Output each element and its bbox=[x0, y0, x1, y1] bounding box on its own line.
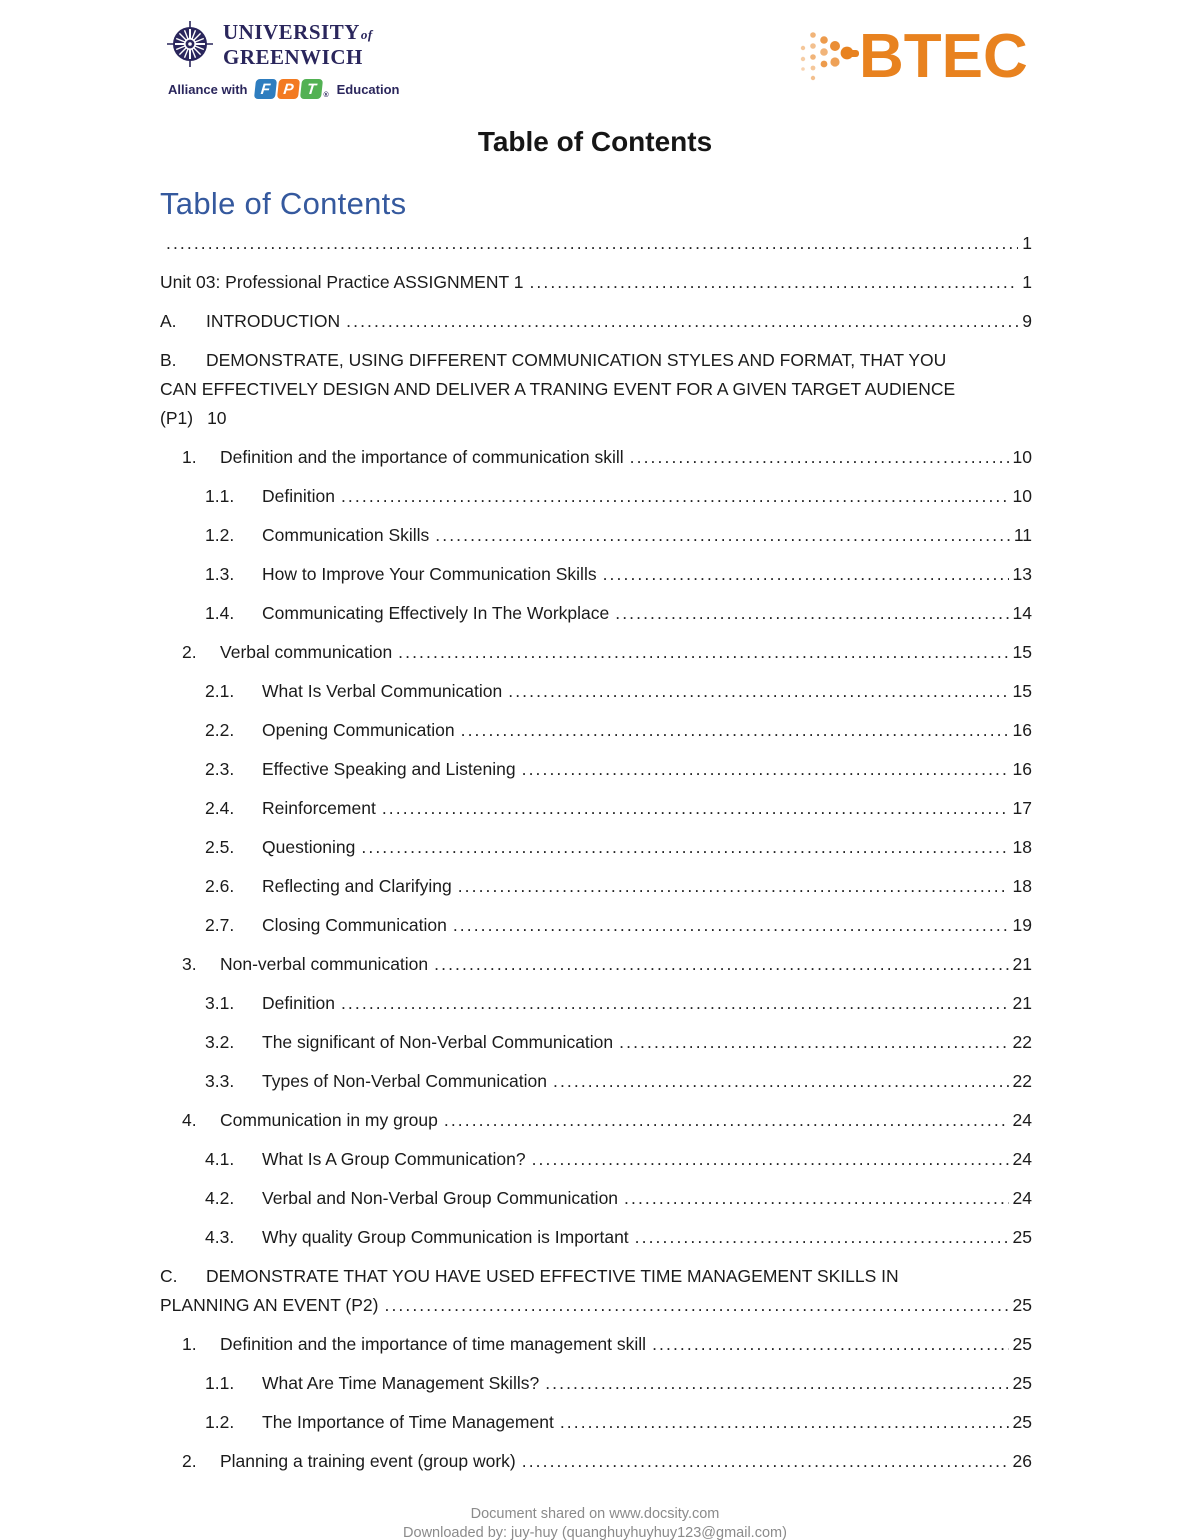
toc-entry bbox=[160, 560, 1032, 589]
toc-entry-number: 2.7. bbox=[205, 915, 235, 935]
toc-page-number: 21 bbox=[1012, 993, 1032, 1013]
toc-entry-number: C. bbox=[160, 1266, 178, 1286]
dot-leader bbox=[529, 268, 1018, 297]
registered-trademark-symbol: ® bbox=[323, 92, 329, 99]
toc-page-number: 1 bbox=[1022, 233, 1032, 253]
toc-entry-title: What Is A Group Communication? bbox=[262, 1149, 526, 1169]
toc-entry-title: DEMONSTRATE, USING DIFFERENT COMMUNICATION STYLES AND FORMAT, THAT YOU bbox=[206, 350, 947, 370]
dot-leader bbox=[453, 911, 1009, 940]
fpt-logo bbox=[255, 79, 328, 99]
dot-leader bbox=[522, 755, 1009, 784]
toc-page-number: 24 bbox=[1012, 1110, 1032, 1130]
toc-page-number: 18 bbox=[1012, 837, 1032, 857]
toc-entry-title: PLANNING AN EVENT (P2) bbox=[160, 1295, 379, 1315]
toc-entry bbox=[160, 1223, 1032, 1252]
footer-shared-line: Document shared on www.docsity.com bbox=[470, 1506, 720, 1522]
toc-entry-row bbox=[205, 755, 1032, 784]
toc-entry-row bbox=[205, 1145, 1032, 1174]
dot-leader bbox=[361, 833, 1008, 862]
toc-page-number: 22 bbox=[1012, 1032, 1032, 1052]
toc-entry-row bbox=[205, 1223, 1032, 1252]
toc-page-number: 14 bbox=[1012, 603, 1032, 623]
of-word: of bbox=[360, 26, 373, 42]
toc-page-number: 13 bbox=[1012, 564, 1032, 584]
toc-entry bbox=[160, 521, 1032, 550]
toc-entry-title: Planning a training event (group work) bbox=[220, 1451, 516, 1471]
toc-entry bbox=[160, 833, 1032, 862]
toc-entry bbox=[160, 229, 1032, 258]
toc-entry-title: DEMONSTRATE THAT YOU HAVE USED EFFECTIVE TIME MANAGEMENT SKILLS IN bbox=[206, 1266, 899, 1286]
toc-entry-row bbox=[205, 794, 1032, 823]
toc-page-number: 10 bbox=[1012, 447, 1032, 467]
toc-entry-title: How to Improve Your Communication Skills bbox=[262, 564, 597, 584]
toc-entry-row bbox=[160, 404, 1032, 433]
toc-page-number: 24 bbox=[1012, 1149, 1032, 1169]
toc-entry-row bbox=[205, 560, 1032, 589]
dot-leader bbox=[508, 677, 1008, 706]
toc-page-number: 15 bbox=[1012, 681, 1032, 701]
toc-page-number: 21 bbox=[1012, 954, 1032, 974]
toc-entry-number: 2.6. bbox=[205, 876, 235, 896]
toc-entry-title: Effective Speaking and Listening bbox=[262, 759, 516, 779]
toc-entry bbox=[160, 677, 1032, 706]
toc-entry-row bbox=[160, 268, 1032, 297]
toc-entry-row bbox=[205, 911, 1032, 940]
toc-entry-title: Unit 03: Professional Practice ASSIGNMENT 1 bbox=[160, 272, 524, 292]
dot-leader bbox=[458, 872, 1009, 901]
alliance-suffix: Education bbox=[336, 81, 400, 97]
toc-entry-number: 4.1. bbox=[205, 1149, 235, 1169]
toc-entry-number: 1.2. bbox=[205, 525, 235, 545]
university-of-greenwich-logo bbox=[166, 20, 399, 99]
toc-entry bbox=[160, 443, 1032, 472]
toc-entry bbox=[160, 1369, 1032, 1398]
toc-page-number: 25 bbox=[1012, 1334, 1032, 1354]
toc-entry-number: 3.2. bbox=[205, 1032, 235, 1052]
toc-page-number: 26 bbox=[1012, 1451, 1032, 1471]
toc-entry bbox=[160, 307, 1032, 336]
dot-leader bbox=[619, 1028, 1008, 1057]
toc-entry bbox=[160, 1106, 1032, 1135]
toc-page-number: 16 bbox=[1012, 720, 1032, 740]
toc-entry-row bbox=[160, 1291, 1032, 1320]
toc-entry bbox=[160, 1067, 1032, 1096]
toc-entry-row bbox=[182, 950, 1032, 979]
university-word: UNIVERSITY bbox=[223, 19, 360, 44]
toc-entry bbox=[160, 755, 1032, 784]
toc-entry bbox=[160, 1145, 1032, 1174]
toc-entry-title: Communication Skills bbox=[262, 525, 430, 545]
toc-entry-row bbox=[205, 1184, 1032, 1213]
toc-entry bbox=[160, 1408, 1032, 1437]
toc-page-number: 25 bbox=[1012, 1412, 1032, 1432]
dot-leader bbox=[435, 521, 1010, 550]
fpt-letter-f: F bbox=[254, 79, 277, 99]
btec-dots-icon bbox=[797, 22, 861, 92]
toc-entry-row bbox=[182, 1447, 1032, 1476]
btec-wordmark: BTEC bbox=[859, 22, 1028, 91]
toc-entry-wrap-line bbox=[160, 375, 1032, 404]
dot-leader bbox=[444, 1106, 1009, 1135]
toc-entry-number: 2.3. bbox=[205, 759, 235, 779]
toc-entry-number: 3. bbox=[182, 954, 197, 974]
dot-leader bbox=[545, 1369, 1008, 1398]
dot-leader bbox=[630, 443, 1009, 472]
toc-entry-row bbox=[182, 1106, 1032, 1135]
btec-logo bbox=[797, 22, 1028, 92]
dot-leader bbox=[615, 599, 1008, 628]
toc-entry-number: 2.5. bbox=[205, 837, 235, 857]
toc-entry-title: Communicating Effectively In The Workplace bbox=[262, 603, 610, 623]
toc-entry bbox=[160, 482, 1032, 511]
toc-entry-number: 1.2. bbox=[205, 1412, 235, 1432]
toc-entry bbox=[160, 716, 1032, 745]
toc-entry-row bbox=[182, 1330, 1032, 1359]
toc-entry bbox=[160, 950, 1032, 979]
toc-entry-title: Types of Non-Verbal Communication bbox=[262, 1071, 547, 1091]
university-logo-text bbox=[223, 21, 373, 68]
toc-entry-title: What Are Time Management Skills? bbox=[262, 1373, 540, 1393]
toc-entry-row bbox=[205, 521, 1032, 550]
toc-entry-number: 1.4. bbox=[205, 603, 235, 623]
university-logo-row bbox=[166, 20, 399, 68]
toc-entry-title: Non-verbal communication bbox=[220, 954, 429, 974]
toc-entry-wrap-line bbox=[160, 1262, 1032, 1291]
toc-entry-number: 2. bbox=[182, 642, 197, 662]
toc-entry bbox=[160, 638, 1032, 667]
dot-leader bbox=[461, 716, 1009, 745]
toc-entry-title: Reinforcement bbox=[262, 798, 376, 818]
toc-entry-number: B. bbox=[160, 350, 177, 370]
toc-entry-row bbox=[205, 989, 1032, 1018]
toc-entry-title: Definition bbox=[262, 486, 335, 506]
toc-entry-row bbox=[205, 1067, 1032, 1096]
greenwich-word: GREENWICH bbox=[223, 44, 363, 69]
toc-page-number: 19 bbox=[1012, 915, 1032, 935]
toc-entry-title: Definition and the importance of time management skill bbox=[220, 1334, 647, 1354]
alliance-prefix: Alliance with bbox=[168, 81, 248, 97]
toc-list bbox=[160, 229, 1032, 1486]
toc-entry bbox=[160, 1447, 1032, 1476]
toc-entry-title: Closing Communication bbox=[262, 915, 447, 935]
toc-entry bbox=[160, 872, 1032, 901]
dot-leader bbox=[652, 1330, 1008, 1359]
toc-entry-title: Definition bbox=[262, 993, 335, 1013]
toc-entry-title: (P1) bbox=[160, 408, 194, 428]
toc-entry-row bbox=[205, 716, 1032, 745]
toc-entry bbox=[160, 1028, 1032, 1057]
toc-entry-wrap-line bbox=[160, 346, 1032, 375]
toc-entry-title: Why quality Group Communication is Important bbox=[262, 1227, 629, 1247]
toc-entry-title: Reflecting and Clarifying bbox=[262, 876, 452, 896]
toc-heading: Table of Contents bbox=[160, 186, 407, 221]
footer-downloaded-line: Downloaded by: juy-huy (quanghuyhuyhuy123@gmail.com) bbox=[403, 1525, 787, 1540]
dot-leader bbox=[398, 638, 1008, 667]
toc-entry bbox=[160, 1330, 1032, 1359]
toc-entry-row bbox=[182, 638, 1032, 667]
toc-page-number: 1 bbox=[1022, 272, 1032, 292]
toc-entry-title: Communication in my group bbox=[220, 1110, 438, 1130]
toc-entry-title: Questioning bbox=[262, 837, 356, 857]
toc-entry-row bbox=[205, 677, 1032, 706]
dot-leader bbox=[635, 1223, 1009, 1252]
toc-page-number: 9 bbox=[1022, 311, 1032, 331]
toc-page-number: 10 bbox=[1012, 486, 1032, 506]
toc-entry-number: 4.3. bbox=[205, 1227, 235, 1247]
dot-leader bbox=[532, 1145, 1009, 1174]
toc-page-number: 10 bbox=[207, 408, 227, 428]
toc-entry-row bbox=[205, 1408, 1032, 1437]
toc-entry-title: Verbal and Non-Verbal Group Communication bbox=[262, 1188, 619, 1208]
toc-entry-row bbox=[182, 443, 1032, 472]
toc-entry-number: 1.3. bbox=[205, 564, 235, 584]
toc-entry-number: 2.1. bbox=[205, 681, 235, 701]
toc-page-number: 24 bbox=[1012, 1188, 1032, 1208]
dot-leader bbox=[624, 1184, 1008, 1213]
dot-leader bbox=[522, 1447, 1009, 1476]
toc-entry-number: 2. bbox=[182, 1451, 197, 1471]
toc-entry bbox=[160, 1184, 1032, 1213]
toc-page-number: 15 bbox=[1012, 642, 1032, 662]
toc-entry-title: The Importance of Time Management bbox=[262, 1412, 554, 1432]
fpt-letter-p: P bbox=[277, 79, 300, 99]
toc-entry-row bbox=[205, 1369, 1032, 1398]
toc-entry bbox=[160, 268, 1032, 297]
toc-entry bbox=[160, 1262, 1032, 1320]
dot-leader bbox=[382, 794, 1009, 823]
dot-leader bbox=[341, 482, 1009, 511]
toc-entry-row bbox=[160, 229, 1032, 258]
dot-leader bbox=[434, 950, 1008, 979]
toc-page-number: 25 bbox=[1012, 1295, 1032, 1315]
toc-entry-number: A. bbox=[160, 311, 177, 331]
dot-leader bbox=[603, 560, 1009, 589]
toc-page-number: 11 bbox=[1013, 525, 1032, 545]
alliance-line bbox=[168, 79, 399, 99]
document-title: Table of Contents bbox=[477, 126, 713, 157]
toc-entry-number: 4.2. bbox=[205, 1188, 235, 1208]
toc-entry-title: CAN EFFECTIVELY DESIGN AND DELIVER A TRANING EVENT FOR A GIVEN TARGET AUDIENCE bbox=[160, 379, 956, 399]
dot-leader bbox=[341, 989, 1009, 1018]
toc-entry-row bbox=[205, 482, 1032, 511]
compass-icon bbox=[166, 20, 214, 68]
fpt-letter-t: T bbox=[300, 79, 323, 99]
toc-page-number: 16 bbox=[1012, 759, 1032, 779]
toc-entry-title: Definition and the importance of communication skill bbox=[220, 447, 624, 467]
toc-entry-row bbox=[205, 833, 1032, 862]
toc-page-number: 22 bbox=[1012, 1071, 1032, 1091]
toc-entry-number: 1. bbox=[182, 447, 197, 467]
toc-entry-number: 1.1. bbox=[205, 486, 235, 506]
toc-entry-number: 2.2. bbox=[205, 720, 235, 740]
toc-entry-row bbox=[205, 599, 1032, 628]
toc-entry bbox=[160, 911, 1032, 940]
dot-leader bbox=[560, 1408, 1009, 1437]
toc-page-number: 25 bbox=[1012, 1227, 1032, 1247]
dot-leader bbox=[385, 1291, 1009, 1320]
toc-entry bbox=[160, 989, 1032, 1018]
dot-leader bbox=[166, 229, 1018, 258]
toc-entry-row bbox=[205, 872, 1032, 901]
toc-entry bbox=[160, 794, 1032, 823]
toc-entry bbox=[160, 599, 1032, 628]
toc-entry-row bbox=[205, 1028, 1032, 1057]
toc-entry-number: 2.4. bbox=[205, 798, 235, 818]
dot-leader bbox=[346, 307, 1018, 336]
toc-page-number: 17 bbox=[1012, 798, 1032, 818]
toc-entry-title: Opening Communication bbox=[262, 720, 455, 740]
toc-entry-title: INTRODUCTION bbox=[206, 311, 341, 331]
page-footer bbox=[0, 1505, 1190, 1540]
toc-entry-number: 4. bbox=[182, 1110, 197, 1130]
toc-entry-title: The significant of Non-Verbal Communication bbox=[262, 1032, 614, 1052]
toc-entry-number: 1. bbox=[182, 1334, 197, 1354]
toc-entry-title: Verbal communication bbox=[220, 642, 393, 662]
toc-page-number: 25 bbox=[1012, 1373, 1032, 1393]
toc-page-number: 18 bbox=[1012, 876, 1032, 896]
toc-entry-number: 3.3. bbox=[205, 1071, 235, 1091]
toc-entry-row bbox=[160, 307, 1032, 336]
toc-entry bbox=[160, 346, 1032, 433]
toc-entry-title: What Is Verbal Communication bbox=[262, 681, 503, 701]
toc-entry-number: 1.1. bbox=[205, 1373, 235, 1393]
dot-leader bbox=[553, 1067, 1009, 1096]
toc-entry-number: 3.1. bbox=[205, 993, 235, 1013]
